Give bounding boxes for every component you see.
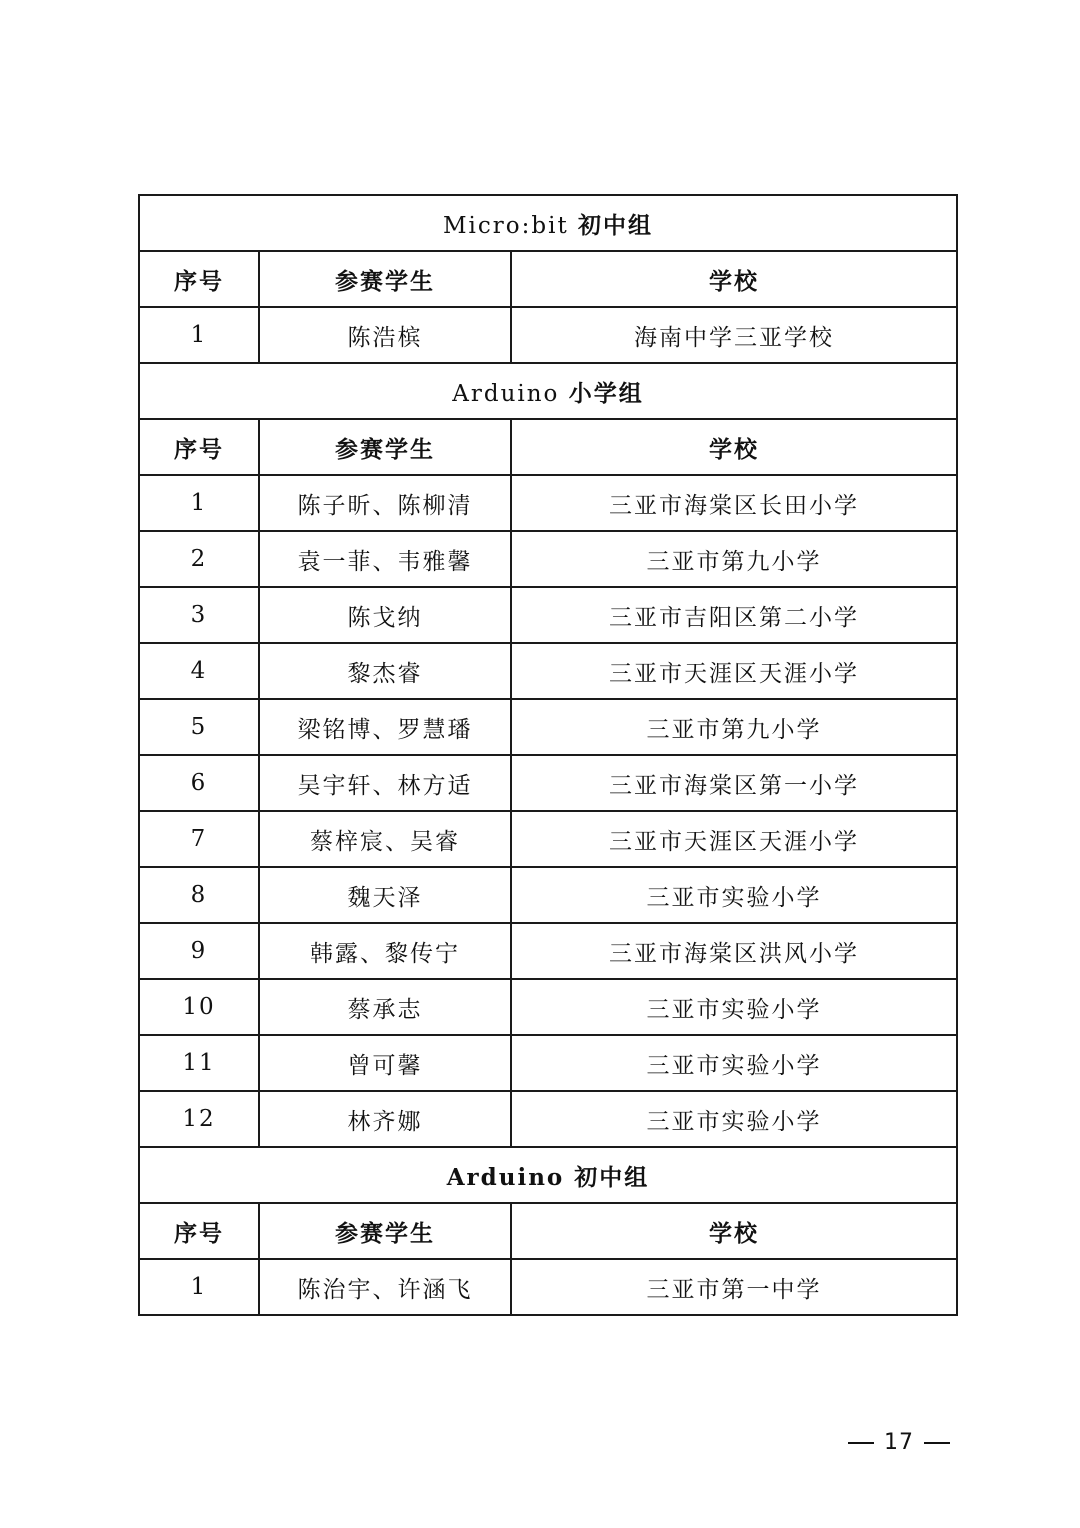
table-row	[139, 811, 957, 867]
group-title-row	[139, 195, 957, 251]
row-num: 2	[139, 531, 259, 587]
row-num: 4	[139, 643, 259, 699]
row-student: 曾可馨	[259, 1035, 511, 1091]
row-school: 三亚市实验小学	[511, 1035, 957, 1091]
row-student: 韩露、黎传宁	[259, 923, 511, 979]
row-school: 三亚市第九小学	[511, 531, 957, 587]
row-school: 三亚市海棠区洪风小学	[511, 923, 957, 979]
award-table	[138, 194, 958, 1316]
row-school: 三亚市吉阳区第二小学	[511, 587, 957, 643]
group-title-row	[139, 363, 957, 419]
group-title-row	[139, 1147, 957, 1203]
group-title-suffix: 初中组	[578, 212, 653, 239]
header-student: 参赛学生	[259, 419, 511, 475]
header-student: 参赛学生	[259, 251, 511, 307]
row-school: 三亚市海棠区第一小学	[511, 755, 957, 811]
group-title-arduino-junior	[139, 1147, 957, 1203]
table-row	[139, 1091, 957, 1147]
table-header-row	[139, 419, 957, 475]
page-number-dash-right	[924, 1442, 950, 1444]
row-school: 三亚市实验小学	[511, 867, 957, 923]
row-num: 1	[139, 307, 259, 363]
table-row	[139, 475, 957, 531]
row-student: 蔡承志	[259, 979, 511, 1035]
row-student: 林齐娜	[259, 1091, 511, 1147]
row-school: 三亚市第九小学	[511, 699, 957, 755]
row-school: 三亚市海棠区长田小学	[511, 475, 957, 531]
group-title-prefix: Arduino	[452, 380, 560, 407]
header-num: 序号	[139, 419, 259, 475]
row-num: 7	[139, 811, 259, 867]
group-title-microbit-junior	[139, 195, 957, 251]
page-number-value: 17	[884, 1430, 914, 1455]
header-school: 学校	[511, 1203, 957, 1259]
row-num: 3	[139, 587, 259, 643]
table-row	[139, 979, 957, 1035]
row-num: 10	[139, 979, 259, 1035]
row-num: 5	[139, 699, 259, 755]
header-school: 学校	[511, 251, 957, 307]
row-student: 袁一菲、韦雅馨	[259, 531, 511, 587]
table-row	[139, 1259, 957, 1315]
table-row	[139, 1035, 957, 1091]
row-school: 三亚市实验小学	[511, 1091, 957, 1147]
group-title-suffix: 小学组	[568, 380, 644, 407]
table-header-row	[139, 1203, 957, 1259]
table-row	[139, 531, 957, 587]
group-title-suffix: 初中组	[574, 1164, 650, 1191]
header-num: 序号	[139, 251, 259, 307]
page-number-dash-left	[848, 1442, 874, 1444]
group-title-prefix: Micro:bit	[442, 212, 569, 239]
row-num: 6	[139, 755, 259, 811]
header-school: 学校	[511, 419, 957, 475]
row-school: 三亚市实验小学	[511, 979, 957, 1035]
table-row	[139, 923, 957, 979]
table-row	[139, 867, 957, 923]
row-student: 陈戈纳	[259, 587, 511, 643]
row-school: 三亚市天涯区天涯小学	[511, 811, 957, 867]
group-title-arduino-primary	[139, 363, 957, 419]
row-student: 梁铭博、罗慧璠	[259, 699, 511, 755]
table-row	[139, 699, 957, 755]
row-num: 8	[139, 867, 259, 923]
row-num: 12	[139, 1091, 259, 1147]
row-student: 蔡梓宸、吴睿	[259, 811, 511, 867]
row-student: 陈浩槟	[259, 307, 511, 363]
row-school: 三亚市天涯区天涯小学	[511, 643, 957, 699]
row-student: 吴宇轩、林方适	[259, 755, 511, 811]
row-num: 9	[139, 923, 259, 979]
group-title-prefix: Arduino	[446, 1163, 565, 1191]
row-num: 1	[139, 475, 259, 531]
page-number	[848, 1430, 950, 1455]
row-student: 黎杰睿	[259, 643, 511, 699]
row-num: 11	[139, 1035, 259, 1091]
table-row	[139, 307, 957, 363]
row-school: 三亚市第一中学	[511, 1259, 957, 1315]
table-header-row	[139, 251, 957, 307]
table-row	[139, 587, 957, 643]
header-student: 参赛学生	[259, 1203, 511, 1259]
row-student: 魏天泽	[259, 867, 511, 923]
header-num: 序号	[139, 1203, 259, 1259]
row-school: 海南中学三亚学校	[511, 307, 957, 363]
row-num: 1	[139, 1259, 259, 1315]
row-student: 陈子昕、陈柳清	[259, 475, 511, 531]
table-row	[139, 643, 957, 699]
table-row	[139, 755, 957, 811]
row-student: 陈治宇、许涵飞	[259, 1259, 511, 1315]
